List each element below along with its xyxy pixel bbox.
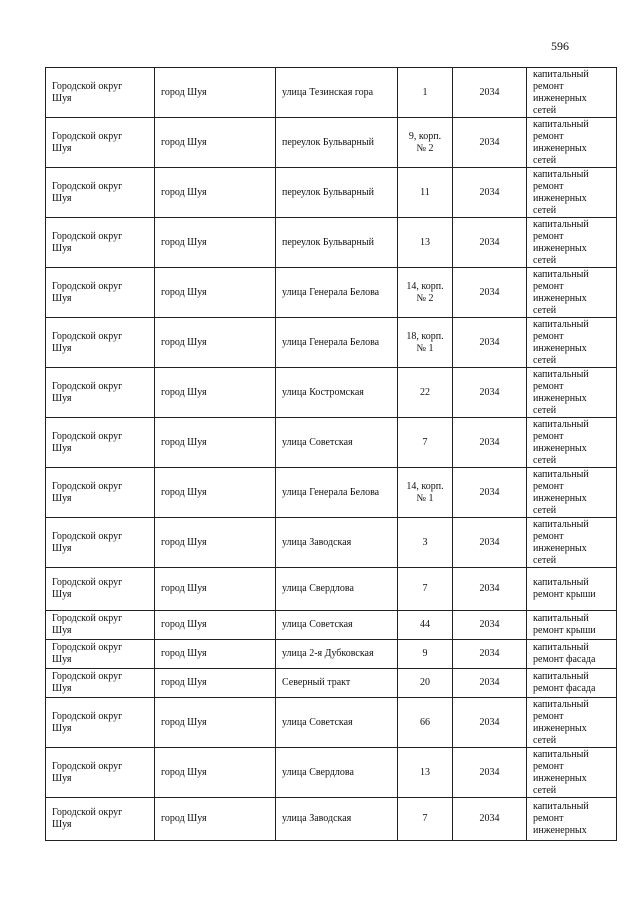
street-cell: улица Свердлова bbox=[276, 748, 398, 798]
page-number: 596 bbox=[551, 39, 569, 53]
municipal-district-cell: Городской округ Шуя bbox=[46, 468, 155, 518]
street-cell: переулок Бульварный bbox=[276, 118, 398, 168]
year-cell: 2034 bbox=[453, 698, 527, 748]
house-number-cell: 7 bbox=[398, 798, 453, 841]
street-cell: переулок Бульварный bbox=[276, 168, 398, 218]
house-number-cell: 1 bbox=[398, 68, 453, 118]
house-number-cell: 13 bbox=[398, 218, 453, 268]
table-row bbox=[46, 118, 617, 168]
municipal-district-cell: Городской округ Шуя bbox=[46, 669, 155, 698]
city-cell: город Шуя bbox=[155, 118, 276, 168]
city-cell: город Шуя bbox=[155, 68, 276, 118]
municipal-district-cell: Городской округ Шуя bbox=[46, 748, 155, 798]
municipal-district-cell: Городской округ Шуя bbox=[46, 168, 155, 218]
work-type-cell: капитальный ремонт инженерных bbox=[527, 798, 617, 841]
table-row bbox=[46, 268, 617, 318]
work-type-cell: капитальный ремонт фасада bbox=[527, 669, 617, 698]
street-cell: улица Советская bbox=[276, 418, 398, 468]
street-cell: переулок Бульварный bbox=[276, 218, 398, 268]
work-type-cell: капитальный ремонт инженерных сетей bbox=[527, 418, 617, 468]
city-cell: город Шуя bbox=[155, 168, 276, 218]
house-number-cell: 66 bbox=[398, 698, 453, 748]
table-row bbox=[46, 168, 617, 218]
street-cell: улица Генерала Белова bbox=[276, 468, 398, 518]
year-cell: 2034 bbox=[453, 418, 527, 468]
municipal-district-cell: Городской округ Шуя bbox=[46, 418, 155, 468]
table-row bbox=[46, 418, 617, 468]
house-number-cell: 20 bbox=[398, 669, 453, 698]
city-cell: город Шуя bbox=[155, 798, 276, 841]
municipal-district-cell: Городской округ Шуя bbox=[46, 368, 155, 418]
municipal-district-cell: Городской округ Шуя bbox=[46, 218, 155, 268]
house-number-cell: 14, корп. № 2 bbox=[398, 268, 453, 318]
table-row bbox=[46, 640, 617, 669]
city-cell: город Шуя bbox=[155, 218, 276, 268]
work-type-cell: капитальный ремонт инженерных сетей bbox=[527, 168, 617, 218]
housing-repair-table bbox=[45, 67, 617, 841]
city-cell: город Шуя bbox=[155, 268, 276, 318]
house-number-cell: 9 bbox=[398, 640, 453, 669]
municipal-district-cell: Городской округ Шуя bbox=[46, 518, 155, 568]
house-number-cell: 9, корп. № 2 bbox=[398, 118, 453, 168]
year-cell: 2034 bbox=[453, 118, 527, 168]
street-cell: улица Генерала Белова bbox=[276, 318, 398, 368]
municipal-district-cell: Городской округ Шуя bbox=[46, 798, 155, 841]
city-cell: город Шуя bbox=[155, 568, 276, 611]
year-cell: 2034 bbox=[453, 748, 527, 798]
house-number-cell: 14, корп. № 1 bbox=[398, 468, 453, 518]
work-type-cell: капитальный ремонт инженерных сетей bbox=[527, 118, 617, 168]
house-number-cell: 11 bbox=[398, 168, 453, 218]
table-row bbox=[46, 218, 617, 268]
city-cell: город Шуя bbox=[155, 318, 276, 368]
work-type-cell: капитальный ремонт крыши bbox=[527, 611, 617, 640]
work-type-cell: капитальный ремонт инженерных сетей bbox=[527, 518, 617, 568]
table-row bbox=[46, 798, 617, 841]
municipal-district-cell: Городской округ Шуя bbox=[46, 698, 155, 748]
table-row bbox=[46, 611, 617, 640]
house-number-cell: 3 bbox=[398, 518, 453, 568]
year-cell: 2034 bbox=[453, 368, 527, 418]
street-cell: улица Заводская bbox=[276, 518, 398, 568]
work-type-cell: капитальный ремонт инженерных сетей bbox=[527, 698, 617, 748]
municipal-district-cell: Городской округ Шуя bbox=[46, 568, 155, 611]
year-cell: 2034 bbox=[453, 318, 527, 368]
work-type-cell: капитальный ремонт инженерных сетей bbox=[527, 368, 617, 418]
work-type-cell: капитальный ремонт инженерных сетей bbox=[527, 318, 617, 368]
city-cell: город Шуя bbox=[155, 418, 276, 468]
municipal-district-cell: Городской округ Шуя bbox=[46, 118, 155, 168]
city-cell: город Шуя bbox=[155, 748, 276, 798]
table-row bbox=[46, 518, 617, 568]
year-cell: 2034 bbox=[453, 468, 527, 518]
table-row bbox=[46, 669, 617, 698]
work-type-cell: капитальный ремонт инженерных сетей bbox=[527, 748, 617, 798]
table-row bbox=[46, 568, 617, 611]
street-cell: улица Советская bbox=[276, 611, 398, 640]
year-cell: 2034 bbox=[453, 68, 527, 118]
year-cell: 2034 bbox=[453, 640, 527, 669]
year-cell: 2034 bbox=[453, 168, 527, 218]
city-cell: город Шуя bbox=[155, 518, 276, 568]
work-type-cell: капитальный ремонт крыши bbox=[527, 568, 617, 611]
street-cell: улица Костромская bbox=[276, 368, 398, 418]
street-cell: Северный тракт bbox=[276, 669, 398, 698]
work-type-cell: капитальный ремонт фасада bbox=[527, 640, 617, 669]
work-type-cell: капитальный ремонт инженерных сетей bbox=[527, 218, 617, 268]
house-number-cell: 7 bbox=[398, 418, 453, 468]
street-cell: улица Тезинская гора bbox=[276, 68, 398, 118]
city-cell: город Шуя bbox=[155, 611, 276, 640]
city-cell: город Шуя bbox=[155, 468, 276, 518]
work-type-cell: капитальный ремонт инженерных сетей bbox=[527, 68, 617, 118]
house-number-cell: 18, корп. № 1 bbox=[398, 318, 453, 368]
street-cell: улица Генерала Белова bbox=[276, 268, 398, 318]
work-type-cell: капитальный ремонт инженерных сетей bbox=[527, 268, 617, 318]
street-cell: улица 2-я Дубковская bbox=[276, 640, 398, 669]
city-cell: город Шуя bbox=[155, 669, 276, 698]
house-number-cell: 13 bbox=[398, 748, 453, 798]
municipal-district-cell: Городской округ Шуя bbox=[46, 318, 155, 368]
year-cell: 2034 bbox=[453, 798, 527, 841]
table-row bbox=[46, 68, 617, 118]
municipal-district-cell: Городской округ Шуя bbox=[46, 268, 155, 318]
street-cell: улица Советская bbox=[276, 698, 398, 748]
city-cell: город Шуя bbox=[155, 640, 276, 669]
year-cell: 2034 bbox=[453, 518, 527, 568]
house-number-cell: 7 bbox=[398, 568, 453, 611]
city-cell: город Шуя bbox=[155, 698, 276, 748]
municipal-district-cell: Городской округ Шуя bbox=[46, 68, 155, 118]
municipal-district-cell: Городской округ Шуя bbox=[46, 611, 155, 640]
house-number-cell: 44 bbox=[398, 611, 453, 640]
table-row bbox=[46, 468, 617, 518]
table-row bbox=[46, 318, 617, 368]
table-row bbox=[46, 368, 617, 418]
year-cell: 2034 bbox=[453, 568, 527, 611]
house-number-cell: 22 bbox=[398, 368, 453, 418]
year-cell: 2034 bbox=[453, 218, 527, 268]
street-cell: улица Заводская bbox=[276, 798, 398, 841]
table-row bbox=[46, 698, 617, 748]
street-cell: улица Свердлова bbox=[276, 568, 398, 611]
table-row bbox=[46, 748, 617, 798]
city-cell: город Шуя bbox=[155, 368, 276, 418]
year-cell: 2034 bbox=[453, 611, 527, 640]
municipal-district-cell: Городской округ Шуя bbox=[46, 640, 155, 669]
work-type-cell: капитальный ремонт инженерных сетей bbox=[527, 468, 617, 518]
year-cell: 2034 bbox=[453, 669, 527, 698]
year-cell: 2034 bbox=[453, 268, 527, 318]
